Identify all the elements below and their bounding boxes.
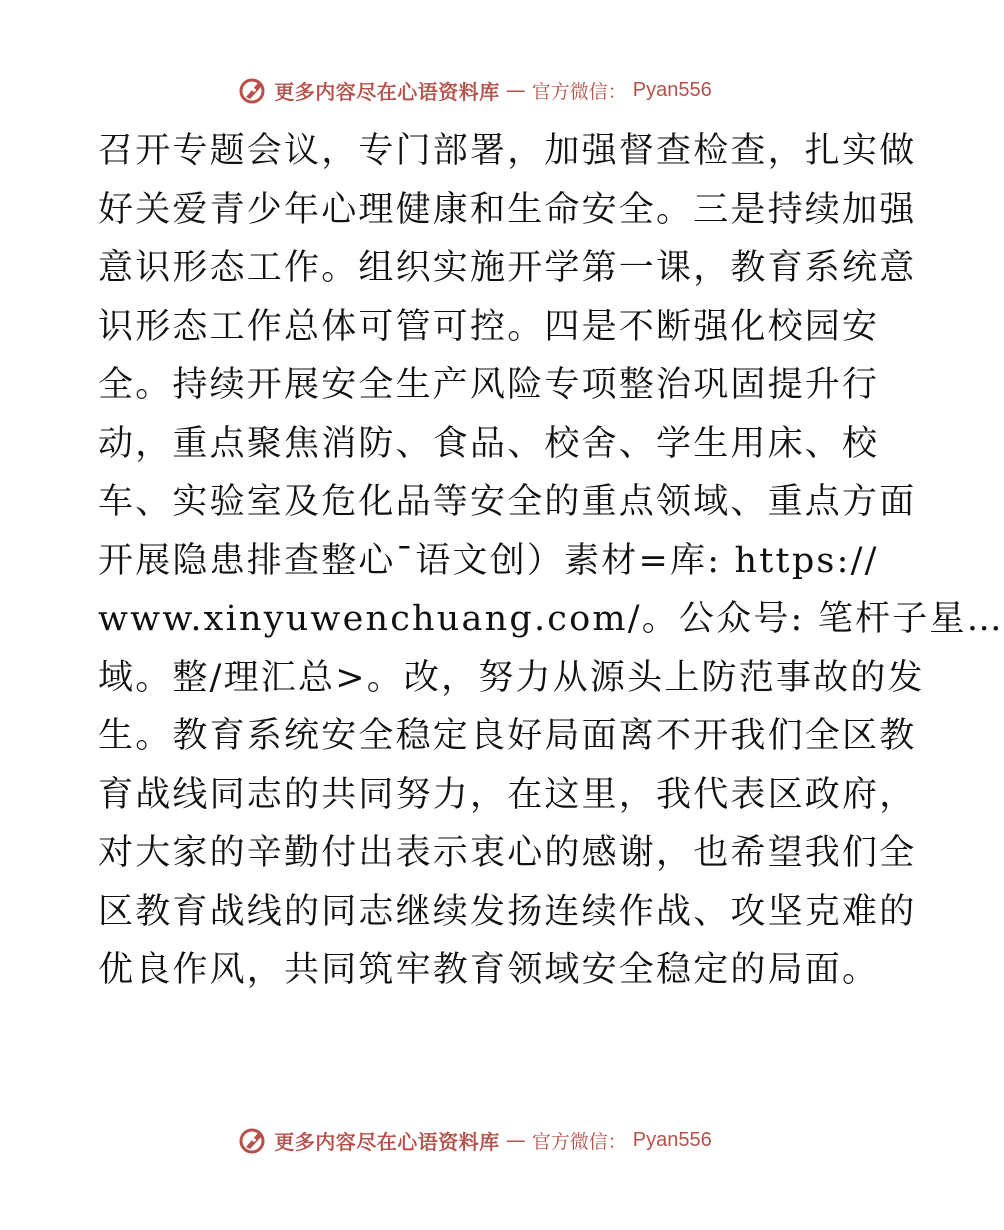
text-line: 优良作风，共同筑牢教育领域安全稳定的局面。: [98, 950, 880, 990]
document-body: [98, 122, 1004, 1000]
watermark-wechat-id: Pyan556: [632, 1128, 712, 1151]
text-line: 开展隐患排查整心¯语文创）素材=库: https://: [98, 540, 879, 581]
pen-nib-circle-icon: [238, 75, 268, 105]
text-line: 域。整/理汇总>。改，努力从源头上防范事故的发: [98, 657, 925, 698]
watermark-separator: —: [505, 78, 526, 102]
watermark-brand: 更多内容尽在心语资料库: [274, 79, 500, 104]
watermark-wechat-label: 官方微信：: [531, 1130, 627, 1153]
watermark-wechat-label: 官方微信：: [531, 80, 627, 103]
text-line: 生。教育系统安全稳定良好局面离不开我们全区教: [98, 716, 917, 756]
text-line: 区教育战线的同志继续发扬连续作战、攻坚克难的: [98, 891, 917, 932]
text-line: 召开专题会议，专门部署，加强督查检查，扎实做: [98, 131, 917, 171]
text-line: 识形态工作总体可管可控。四是不断强化校园安: [98, 306, 880, 347]
text-line: 对大家的辛勤付出表示衷心的感谢，也希望我们全: [98, 833, 917, 873]
text-line: 全。持续开展安全生产风险专项整治巩固提升行: [98, 365, 880, 405]
text-line: 动，重点聚焦消防、食品、校舍、学生用床、校: [98, 423, 880, 464]
footer-watermark: [0, 1120, 950, 1160]
watermark-separator: —: [505, 1128, 526, 1152]
text-line: www.xinyuwenchuang.com/。公众号: 笔杆子星…: [98, 599, 1004, 639]
header-watermark: [0, 70, 950, 110]
watermark-wechat-id: Pyan556: [632, 78, 712, 101]
watermark-brand: 更多内容尽在心语资料库: [274, 1129, 500, 1154]
text-line: 育战线同志的共同努力，在这里，我代表区政府，: [98, 774, 917, 815]
pen-nib-circle-icon: [238, 1125, 268, 1155]
text-line: 好关爱青少年心理健康和生命安全。三是持续加强: [98, 189, 917, 230]
text-line: 车、实验室及危化品等安全的重点领域、重点方面: [98, 482, 917, 522]
text-line: 意识形态工作。组织实施开学第一课，教育系统意: [98, 248, 917, 288]
